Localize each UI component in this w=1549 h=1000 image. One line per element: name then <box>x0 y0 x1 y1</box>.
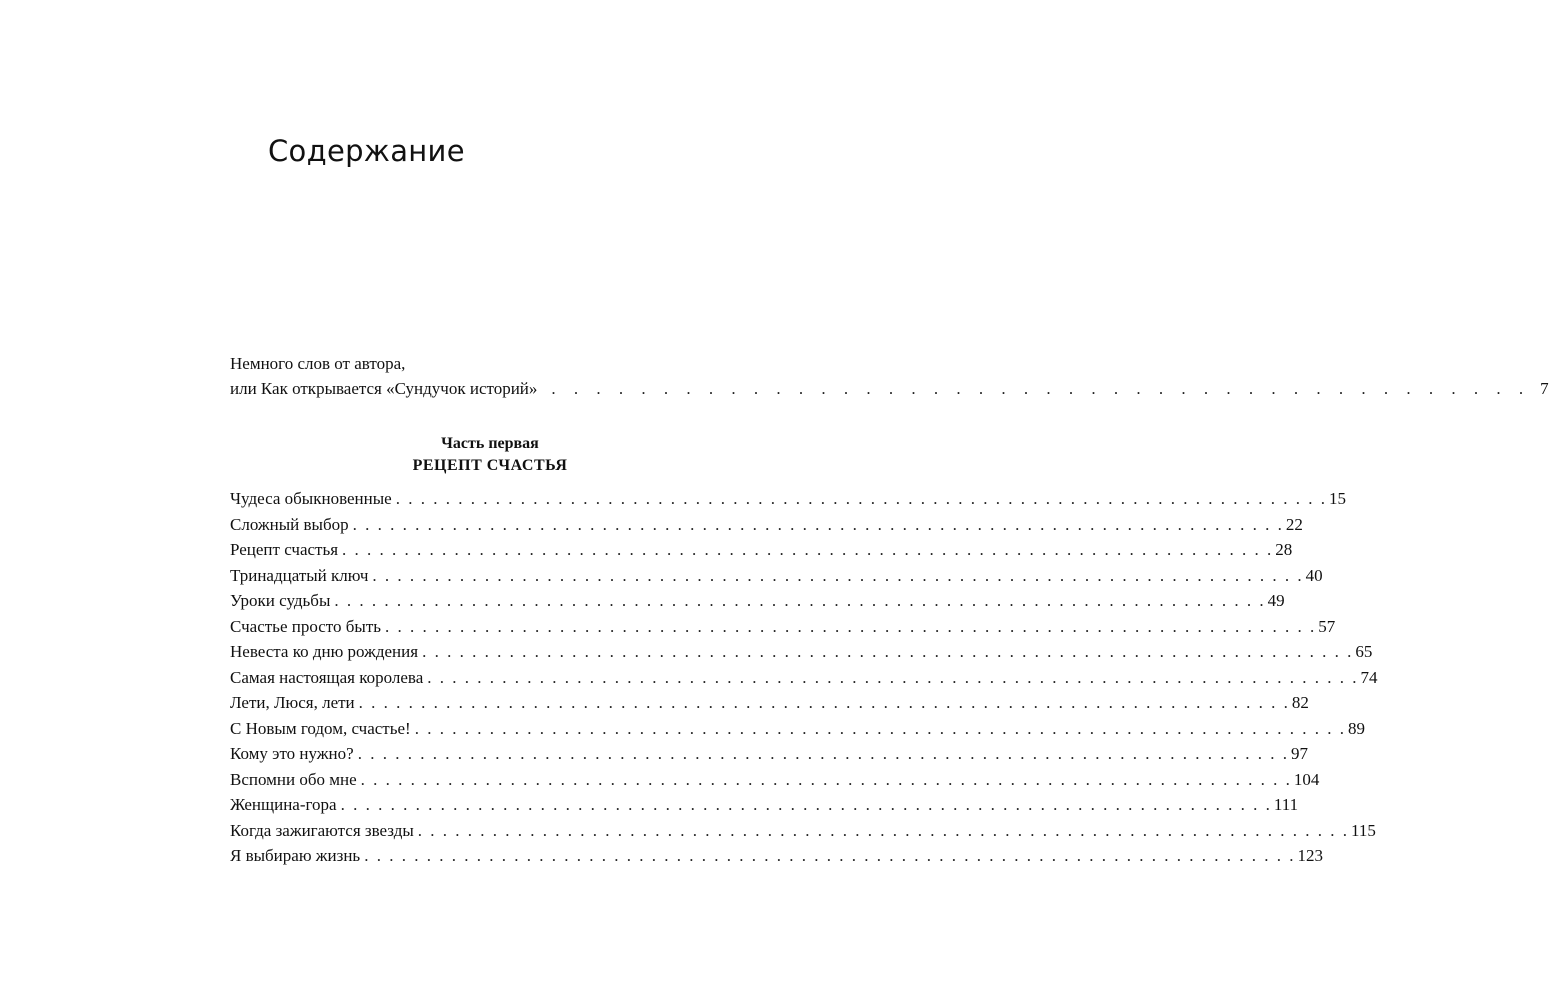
toc-entry-title: Когда зажигаются звезды <box>230 820 414 840</box>
toc-entry[interactable] <box>230 512 1303 538</box>
toc-entry-page: 104 <box>1293 769 1320 789</box>
toc-entry-page: 15 <box>1328 489 1346 508</box>
toc-entry-title: Женщина-гора <box>230 795 337 814</box>
toc-entry-title: Вспомни обо мне <box>230 769 357 789</box>
toc-entry[interactable] <box>230 486 1346 512</box>
toc-entry[interactable] <box>230 767 1320 793</box>
dot-leader: . . . . . . . . . . . . . . . . . . . . . . . . . . . . . . . . . . . . . . . . . . . . . . . . . . . . . . . . . . . . . . . . . . . . . . . . . . . <box>385 616 1317 636</box>
toc-entry-page: 40 <box>1305 565 1323 585</box>
dot-leader: . . . . . . . . . . . . . . . . . . . . . . . . . . . . . . . . . . . . . . . . . . . . . . . . . . . . . . . . . . . . . . . . . . . . . . . . . . . <box>414 718 1346 738</box>
toc-entry-title: Сложный выбор <box>230 514 349 534</box>
toc-entry[interactable] <box>230 563 1323 589</box>
toc-entry-page: 123 <box>1297 846 1323 865</box>
toc-entry[interactable] <box>230 843 1323 869</box>
toc-intro-row <box>230 376 1549 402</box>
toc-entry-page: 28 <box>1275 540 1293 559</box>
toc-entry-page: 82 <box>1291 693 1309 712</box>
toc-entry-title: Рецепт счастья <box>230 540 339 559</box>
dot-leader: . . . . . . . . . . . . . . . . . . . . . . . . . . . . . . . . . . . . . . . . . . . . . . . . . . . . . . . . . . . . . . . . . . . . . . . . . . . <box>357 744 1289 763</box>
toc-entry[interactable] <box>230 741 1308 767</box>
toc-entry-title: Невеста ко дню рождения <box>230 642 419 661</box>
dot-leader: . . . . . . . . . . . . . . . . . . . . . . . . . . . . . . . . . . . . . . . . . . . . . . . . . . . . . . . . . . . . . . . . . . . . . . . . . . . <box>360 769 1292 789</box>
dot-leader: . . . . . . . . . . . . . . . . . . . . . . . . . . . . . . . . . . . . . . . . . . . . . . . . . . . . . . . . . . . . . . . . . . . . . . . . . . . <box>334 591 1266 610</box>
part-title: РЕЦЕПТ СЧАСТЬЯ <box>412 457 568 474</box>
toc-entry[interactable] <box>230 614 1336 640</box>
toc-entry-title: Тринадцатый ключ <box>230 565 369 585</box>
toc-entry-page: 74 <box>1360 667 1378 687</box>
toc-entry-page: 97 <box>1290 744 1308 763</box>
dot-leader: . . . . . . . . . . . . . . . . . . . . . . . . . . . . . . . . . . . . . . . . . . . . . . . . . . . . . . . . . . . . . . . . . . . . . . . . . . . <box>340 795 1272 814</box>
toc-entry-title: Чудеса обыкновенные <box>230 489 392 508</box>
toc-entry-title: Я выбираю жизнь <box>230 846 361 865</box>
dot-leader: . . . . . . . . . . . . . . . . . . . . . . . . . . . . . . . . . . . . . . . . . . . . . . . . . . . . . . . . . . . . . . . . . . . . . . . . . . . <box>342 540 1274 559</box>
toc-entry-title: Уроки судьбы <box>230 591 331 610</box>
toc-entry-title: Самая настоящая королева <box>230 667 424 687</box>
toc-entry[interactable] <box>230 665 1378 691</box>
dot-leader: . . . . . . . . . . . . . . . . . . . . . . . . . . . . . . . . . . . . . . . . . . . . . . . . . . . . . . . . . . . . . . . . . . . . . . . . . . . <box>372 565 1304 585</box>
toc-entry[interactable] <box>230 818 1376 844</box>
part-label: Часть первая <box>441 435 539 452</box>
dot-leader: . . . . . . . . . . . . . . . . . . . . . . . . . . . . . . . . . . . . . . . . . . . . . . . . . . . . . . . . . . . . . . . . . . . . . . . . . . . <box>352 514 1284 534</box>
toc-entry-title: С Новым годом, счастье! <box>230 718 411 738</box>
toc-entry[interactable] <box>230 639 1373 665</box>
toc-entry-page: 57 <box>1318 616 1336 636</box>
toc-intro-line2: или Как открывается «Сундучок историй» <box>230 379 538 398</box>
toc-entry[interactable] <box>230 588 1285 614</box>
toc-list <box>230 486 1378 869</box>
dot-leader: . . . . . . . . . . . . . . . . . . . . . . . . . . . . . . . . . . . . . . . . . . . . . . . . . . . . . . . . . . . . . . . . . . . . . . . . . . . <box>422 642 1354 661</box>
toc-entry-page: 22 <box>1285 514 1303 534</box>
page-title: Содержание <box>268 134 465 168</box>
toc-entry-page: 65 <box>1355 642 1373 661</box>
toc-entry[interactable] <box>230 716 1365 742</box>
toc-entry-page: 49 <box>1267 591 1285 610</box>
dot-leader: . . . . . . . . . . . . . . . . . . . . . . . . . . . . . . . . . . . . . . . . . . . . . . . . . . . . . . . . . . . . . . . . . . . . . . . . . . . <box>358 693 1290 712</box>
toc-entry[interactable] <box>230 792 1299 818</box>
dot-leader: . . . . . . . . . . . . . . . . . . . . . . . . . . . . . . . . . . . . . . . . . . . . <box>551 379 1531 398</box>
dot-leader: . . . . . . . . . . . . . . . . . . . . . . . . . . . . . . . . . . . . . . . . . . . . . . . . . . . . . . . . . . . . . . . . . . . . . . . . . . . <box>417 820 1350 840</box>
toc-entry-title: Кому это нужно? <box>230 744 354 763</box>
toc-entry-page: 111 <box>1273 795 1299 814</box>
toc-entry-title: Лети, Люся, лети <box>230 693 355 712</box>
toc-entry[interactable] <box>230 537 1293 563</box>
toc-entry-title: Счастье просто быть <box>230 616 382 636</box>
dot-leader: . . . . . . . . . . . . . . . . . . . . . . . . . . . . . . . . . . . . . . . . . . . . . . . . . . . . . . . . . . . . . . . . . . . . . . . . . . . <box>395 489 1327 508</box>
toc-entry-page: 89 <box>1347 718 1365 738</box>
toc-intro-line1: Немного слов от автора, <box>230 354 406 373</box>
part-heading <box>230 433 750 477</box>
toc-entry[interactable] <box>230 690 1309 716</box>
toc-intro-page: 7 <box>1540 379 1549 398</box>
dot-leader: . . . . . . . . . . . . . . . . . . . . . . . . . . . . . . . . . . . . . . . . . . . . . . . . . . . . . . . . . . . . . . . . . . . . . . . . . . . <box>364 846 1296 865</box>
dot-leader: . . . . . . . . . . . . . . . . . . . . . . . . . . . . . . . . . . . . . . . . . . . . . . . . . . . . . . . . . . . . . . . . . . . . . . . . . . . <box>427 667 1359 687</box>
toc-intro-entry[interactable] <box>230 352 1549 402</box>
toc-entry-page: 115 <box>1351 820 1376 840</box>
